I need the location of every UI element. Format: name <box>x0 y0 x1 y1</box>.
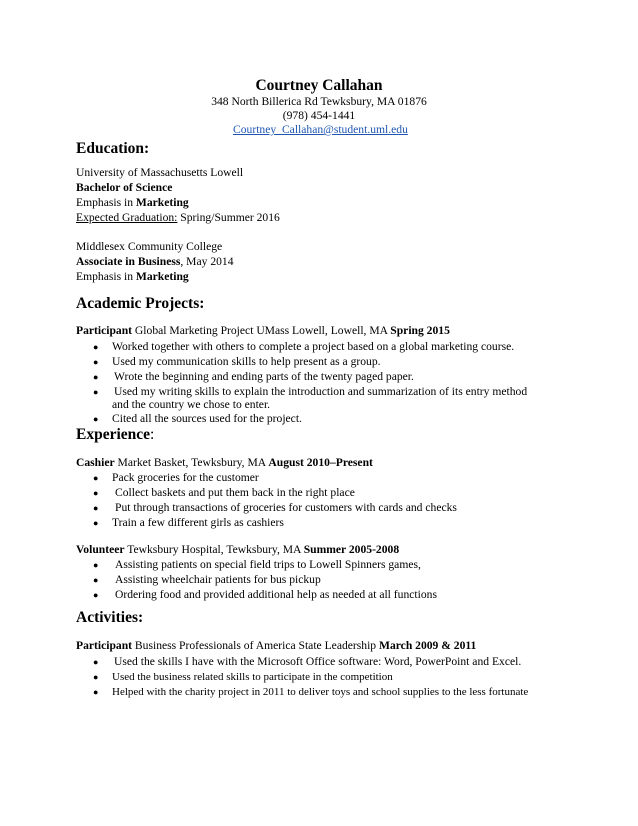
mcc-degree-name: Associate in Business <box>76 255 181 268</box>
section-experience <box>76 426 154 444</box>
cashier-entry <box>76 456 373 470</box>
list-item: Helped with the charity project in 2011 to deliver toys and school supplies to the less fortunate <box>112 686 529 698</box>
section-title-suffix: : <box>150 426 155 443</box>
email-link[interactable] <box>233 123 408 137</box>
academic-entry <box>76 324 450 338</box>
role: Participant <box>76 639 133 652</box>
bullet-icon: ● <box>93 575 99 585</box>
entry-date: Summer 2005-2008 <box>303 543 400 556</box>
bullet-icon: ● <box>93 488 99 498</box>
bullet-icon: ● <box>93 560 99 570</box>
list-item: Used my writing skills to explain the introduction and summarization of its entry method <box>114 385 528 398</box>
list-item-continued: and the country we chose to enter. <box>112 398 271 411</box>
bullet-icon: ● <box>93 687 99 697</box>
list-item: Worked together with others to complete a project based on a global marketing course. <box>112 340 515 353</box>
list-item: Used my communication skills to help present as a group. <box>112 355 381 368</box>
list-item: Used the business related skills to participate in the competition <box>112 671 393 683</box>
list-item: Wrote the beginning and ending parts of the twenty paged paper. <box>114 370 414 383</box>
address: 348 North Billerica Rd Tewksbury, MA 01876 <box>211 95 427 108</box>
phone: (978) 454-1441 <box>282 109 356 122</box>
graduation-value: Spring/Summer 2016 <box>177 211 280 224</box>
list-item: Assisting patients on special field trips to Lowell Spinners games, <box>115 558 421 571</box>
role: Volunteer <box>76 543 125 556</box>
list-item: Used the skills I have with the Microsoft Office software: Word, PowerPoint and Excel. <box>114 655 522 668</box>
list-item: Assisting wheelchair patients for bus pickup <box>115 573 321 586</box>
umass-graduation <box>76 211 280 225</box>
volunteer-entry <box>76 543 399 557</box>
bullet-icon: ● <box>93 518 99 528</box>
emphasis-value: Marketing <box>135 270 189 283</box>
emphasis-value: Marketing <box>135 196 189 209</box>
email-text[interactable]: Courtney_Callahan@student.uml.edu <box>233 123 408 136</box>
bullet-icon: ● <box>93 342 99 352</box>
applicant-name: Courtney Callahan <box>255 77 383 94</box>
bullet-icon: ● <box>93 414 99 424</box>
entry-detail: Tewksbury Hospital, Tewksbury, MA <box>124 543 304 556</box>
bullet-icon: ● <box>93 473 99 483</box>
list-item: Collect baskets and put them back in the right place <box>115 486 355 499</box>
section-academic-projects: Academic Projects: <box>76 295 205 312</box>
mcc-school: Middlesex Community College <box>76 240 223 253</box>
entry-detail: Market Basket, Tewksbury, MA <box>114 456 269 469</box>
umass-emphasis <box>76 196 189 210</box>
mcc-emphasis <box>76 270 189 284</box>
bullet-icon: ● <box>93 503 99 513</box>
entry-date: August 2010–Present <box>268 456 373 469</box>
role: Cashier <box>76 456 115 469</box>
entry-date: Spring 2015 <box>390 324 450 337</box>
list-item: Train a few different girls as cashiers <box>112 516 284 529</box>
section-title: Experience <box>76 426 151 443</box>
entry-detail: Global Marketing Project UMass Lowell, Lowell, MA <box>132 324 391 337</box>
bullet-icon: ● <box>93 357 99 367</box>
list-item: Ordering food and provided additional help as needed at all functions <box>115 588 437 601</box>
bullet-icon: ● <box>93 672 99 682</box>
graduation-label: Expected Graduation: <box>76 211 178 224</box>
list-item: Put through transactions of groceries for customers with cards and checks <box>115 501 457 514</box>
activities-entry <box>76 639 476 653</box>
bullet-icon: ● <box>93 657 99 667</box>
list-item: Pack groceries for the customer <box>112 471 259 484</box>
bullet-icon: ● <box>93 590 99 600</box>
umass-degree: Bachelor of Science <box>76 181 173 194</box>
umass-school: University of Massachusetts Lowell <box>76 166 244 179</box>
list-item: Cited all the sources used for the project. <box>112 412 302 425</box>
section-activities: Activities: <box>76 609 144 626</box>
bullet-icon: ● <box>93 372 99 382</box>
role: Participant <box>76 324 133 337</box>
bullet-icon: ● <box>93 387 99 397</box>
entry-detail: Business Professionals of America State Leadership <box>132 639 379 652</box>
emphasis-label: Emphasis in <box>76 270 136 283</box>
section-education: Education: <box>76 140 150 157</box>
mcc-degree-date: , May 2014 <box>180 255 234 268</box>
entry-date: March 2009 & 2011 <box>379 639 477 652</box>
mcc-degree <box>76 255 234 269</box>
emphasis-label: Emphasis in <box>76 196 136 209</box>
